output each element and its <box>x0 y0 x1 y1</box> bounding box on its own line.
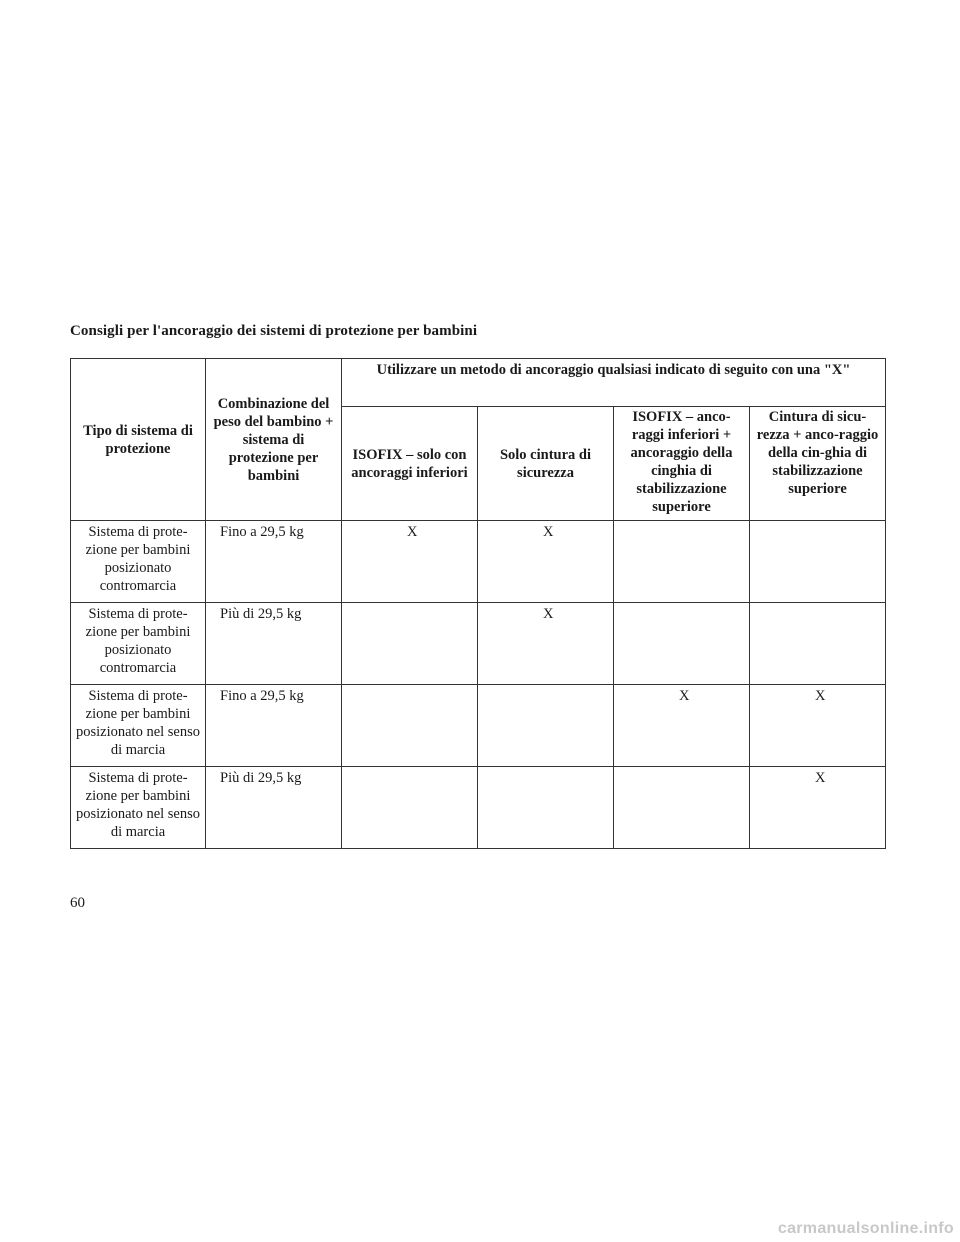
cell-mark <box>342 521 478 603</box>
cell-mark <box>478 767 614 849</box>
header-method-isofix-tether: ISOFIX – anco-raggi inferiori + ancoraggio della cinghia di stabilizzazione superiore <box>614 407 750 521</box>
cell-mark <box>614 603 750 685</box>
cell-mark <box>750 685 886 767</box>
header-method-seatbelt-tether: Cintura di sicu-rezza + anco-raggio della cin-ghia di stabilizzazione superiore <box>750 407 886 521</box>
cell-mark <box>614 767 750 849</box>
header-method-seatbelt-only: Solo cintura di sicurezza <box>478 407 614 521</box>
header-restraint-type: Tipo di sistema di protezione <box>71 359 206 521</box>
table-row <box>71 767 886 849</box>
cell-restraint-type: Sistema di prote-zione per bambini posizionato contromarcia <box>71 521 206 603</box>
cell-mark <box>614 521 750 603</box>
cell-mark <box>342 767 478 849</box>
x-mark: X <box>407 524 418 540</box>
cell-mark <box>750 767 886 849</box>
cell-mark <box>342 685 478 767</box>
header-method-isofix-lower: ISOFIX – solo con ancoraggi inferiori <box>342 407 478 521</box>
header-weight-combination: Combinazione del peso del bambino + sistema di protezione per bambini <box>206 359 342 521</box>
cell-weight: Fino a 29,5 kg <box>206 521 342 603</box>
table-row <box>71 603 886 685</box>
x-mark: X <box>815 770 826 786</box>
header-row-top <box>71 359 886 407</box>
cell-mark <box>750 521 886 603</box>
cell-mark <box>614 685 750 767</box>
cell-mark <box>478 521 614 603</box>
cell-mark <box>478 685 614 767</box>
cell-weight: Più di 29,5 kg <box>206 767 342 849</box>
x-mark: X <box>815 688 826 704</box>
cell-restraint-type: Sistema di prote-zione per bambini posizionato contromarcia <box>71 603 206 685</box>
table-row <box>71 685 886 767</box>
page-title: Consigli per l'ancoraggio dei sistemi di protezione per bambini <box>70 323 478 339</box>
cell-mark <box>478 603 614 685</box>
anchorage-table <box>70 358 886 849</box>
cell-mark <box>750 603 886 685</box>
cell-weight: Più di 29,5 kg <box>206 603 342 685</box>
cell-restraint-type: Sistema di prote-zione per bambini posizionato nel senso di marcia <box>71 767 206 849</box>
watermark: carmanualsonline.info <box>777 1220 954 1237</box>
cell-mark <box>342 603 478 685</box>
page-number: 60 <box>70 895 85 911</box>
x-mark: X <box>679 688 690 704</box>
cell-restraint-type: Sistema di prote-zione per bambini posizionato nel senso di marcia <box>71 685 206 767</box>
header-method-group: Utilizzare un metodo di ancoraggio qualsiasi indicato di seguito con una "X" <box>342 359 886 407</box>
cell-weight: Fino a 29,5 kg <box>206 685 342 767</box>
table-row <box>71 521 886 603</box>
x-mark: X <box>543 606 554 622</box>
x-mark: X <box>543 524 554 540</box>
